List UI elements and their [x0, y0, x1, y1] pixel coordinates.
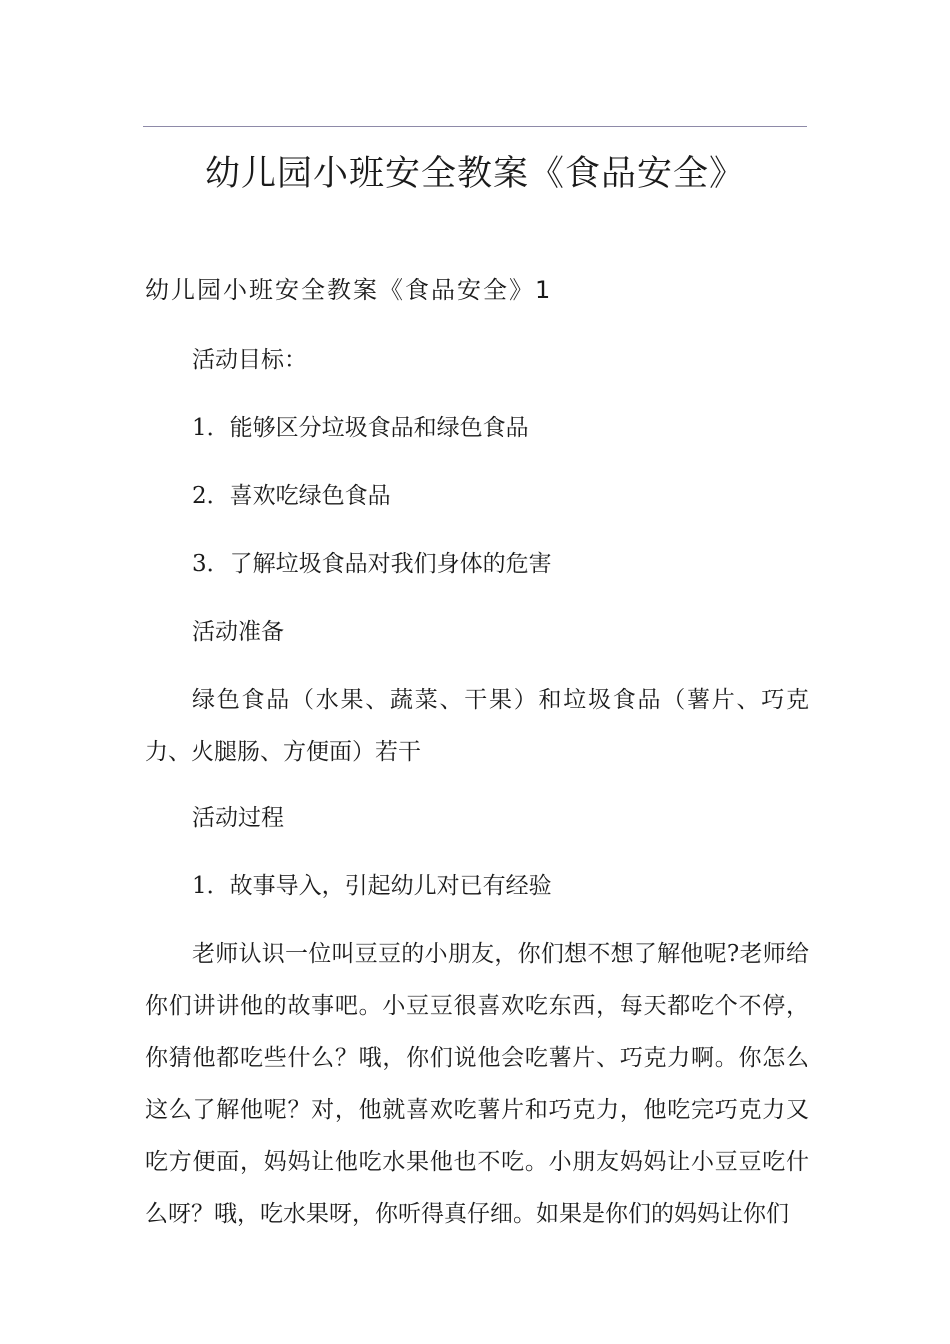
paragraph-activity-prep: 活动准备 [192, 619, 284, 645]
section-heading: 幼儿园小班安全教案《食品安全》1 [145, 276, 553, 304]
paragraph-goal-3: 3．了解垃圾食品对我们身体的危害 [192, 551, 552, 577]
header-rule [143, 126, 807, 127]
paragraph-prep-materials: 绿色食品（水果、蔬菜、干果）和垃圾食品（薯片、巧克力、火腿肠、方便面）若干 [145, 687, 809, 765]
paragraph-activity-process: 活动过程 [192, 805, 284, 831]
paragraph-story: 老师认识一位叫豆豆的小朋友，你们想不想了解他呢?老师给你们讲讲他的故事吧。小豆豆很喜欢吃东西，每天都吃个不停，你猜他都吃些什么？哦，你们说他会吃薯片、巧克力啊。你怎么这么了解他呢？对，他就喜欢吃薯片和巧克力，他吃完巧克力又吃方便面，妈妈让他吃水果他也不吃。小朋友妈妈让小豆豆吃什么呀？哦，吃水果呀，你听得真仔细。如果是你们的妈妈让你们 [145, 941, 809, 1227]
paragraph-process-1: 1．故事导入，引起幼儿对已有经验 [192, 873, 552, 899]
document-title: 幼儿园小班安全教案《食品安全》 [204, 154, 745, 194]
paragraph-activity-goals: 活动目标： [192, 347, 307, 373]
paragraph-goal-1: 1．能够区分垃圾食品和绿色食品 [192, 415, 529, 441]
paragraph-goal-2: 2．喜欢吃绿色食品 [192, 483, 391, 509]
